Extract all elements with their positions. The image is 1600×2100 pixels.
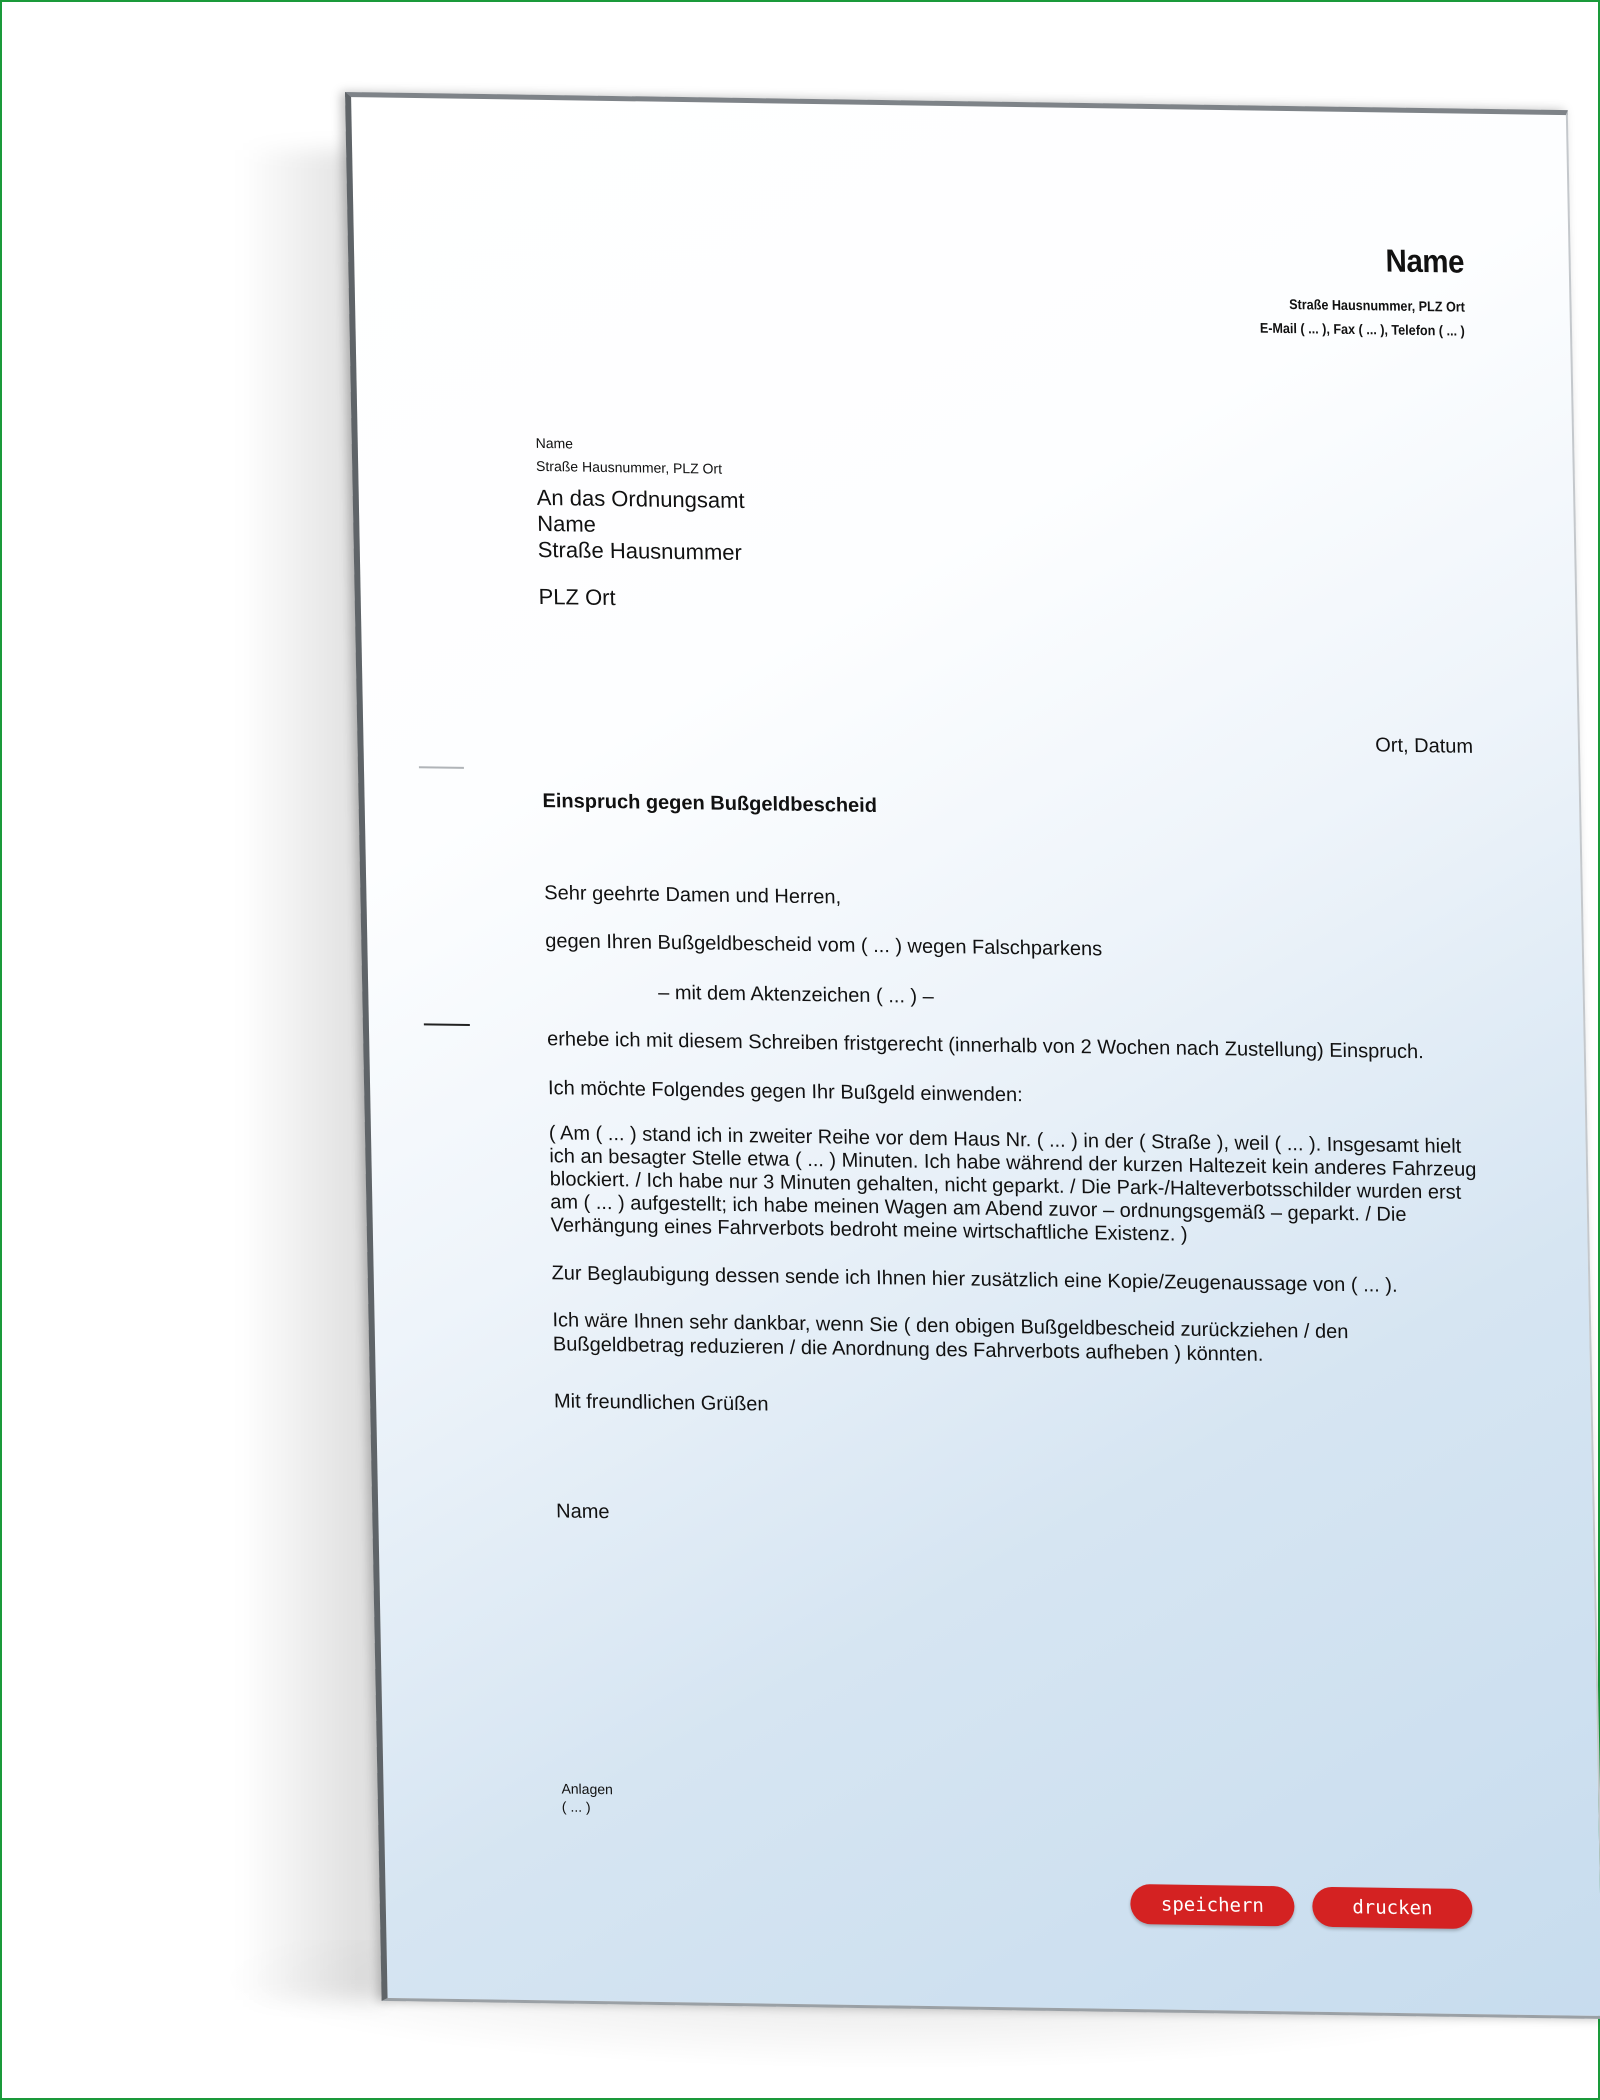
body-aktenzeichen: – mit dem Aktenzeichen ( ... ) – xyxy=(657,981,934,1008)
return-address-name: Name xyxy=(535,434,574,452)
print-button[interactable]: drucken xyxy=(1312,1887,1473,1929)
salutation: Sehr geehrte Damen und Herren, xyxy=(544,882,842,909)
body-request: Ich wäre Ihnen sehr dankbar, wenn Sie ( den obigen Bußgeldbescheid zurückziehen / den Bußgeldbetrag reduzieren / die Anordnung des Fahrverbots aufheben ) könnten. xyxy=(552,1309,1349,1366)
sender-contact: E-Mail ( ... ), Fax ( ... ), Telefon ( ... ) xyxy=(1260,319,1466,339)
signature-name: Name xyxy=(555,1500,610,1524)
letter-subject: Einspruch gegen Bußgeldbescheid xyxy=(542,790,878,818)
recipient-line-2: Name xyxy=(536,510,597,537)
return-address-street: Straße Hausnummer, PLZ Ort xyxy=(535,457,723,477)
body-beglaubigung: Zur Beglaubigung dessen sende ich Ihnen hier zusätzlich eine Kopie/Zeugenaussage von ( ... ). xyxy=(551,1262,1398,1297)
body-folgendes: Ich möchte Folgendes gegen Ihr Bußgeld einwenden: xyxy=(547,1077,1023,1107)
body-einspruch: erhebe ich mit diesem Schreiben fristgerecht (innerhalb von 2 Wochen nach Zustellung) Einspruch. xyxy=(546,1028,1424,1064)
body-intro: gegen Ihren Bußgeldbescheid vom ( ... ) wegen Falschparkens xyxy=(544,930,1103,961)
body-details: ( Am ( ... ) stand ich in zweiter Reihe vor dem Haus Nr. ( ... ) in der ( Straße ), weil ( ... ). Insgesamt hielt ich an besagter Stelle etwa ( ... ) Minuten. Ich habe während der kurzen Haltezeit kein anderes Fahrzeug blockiert. / Ich habe nur 3 Minuten gehalten, nicht geparkt. / Die Park-/Halteverbotsschilder wurden erst am ( ... ) aufgestellt; ich habe meinen Wagen am Abend zuvor – ordnungsgemäß – geparkt. / Die Verhängung eines Fahrverbots bedroht meine wirtschaftliche Existenz. ) xyxy=(548,1122,1477,1246)
recipient-line-3: Straße Hausnummer xyxy=(537,536,743,565)
fold-mark-upper xyxy=(419,766,464,769)
letter-page xyxy=(345,92,1600,2019)
attachments-label: Anlagen xyxy=(561,1780,614,1798)
sender-name: Name xyxy=(1385,242,1465,280)
sender-address: Straße Hausnummer, PLZ Ort xyxy=(1288,296,1465,315)
closing: Mit freundlichen Grüßen xyxy=(553,1390,769,1416)
fold-mark-middle xyxy=(424,1023,470,1026)
recipient-line-4: PLZ Ort xyxy=(538,583,616,611)
attachments-value: ( ... ) xyxy=(561,1798,591,1815)
place-date: Ort, Datum xyxy=(1375,734,1474,758)
recipient-line-1: An das Ordnungsamt xyxy=(536,484,745,514)
save-button[interactable]: speichern xyxy=(1130,1884,1295,1926)
